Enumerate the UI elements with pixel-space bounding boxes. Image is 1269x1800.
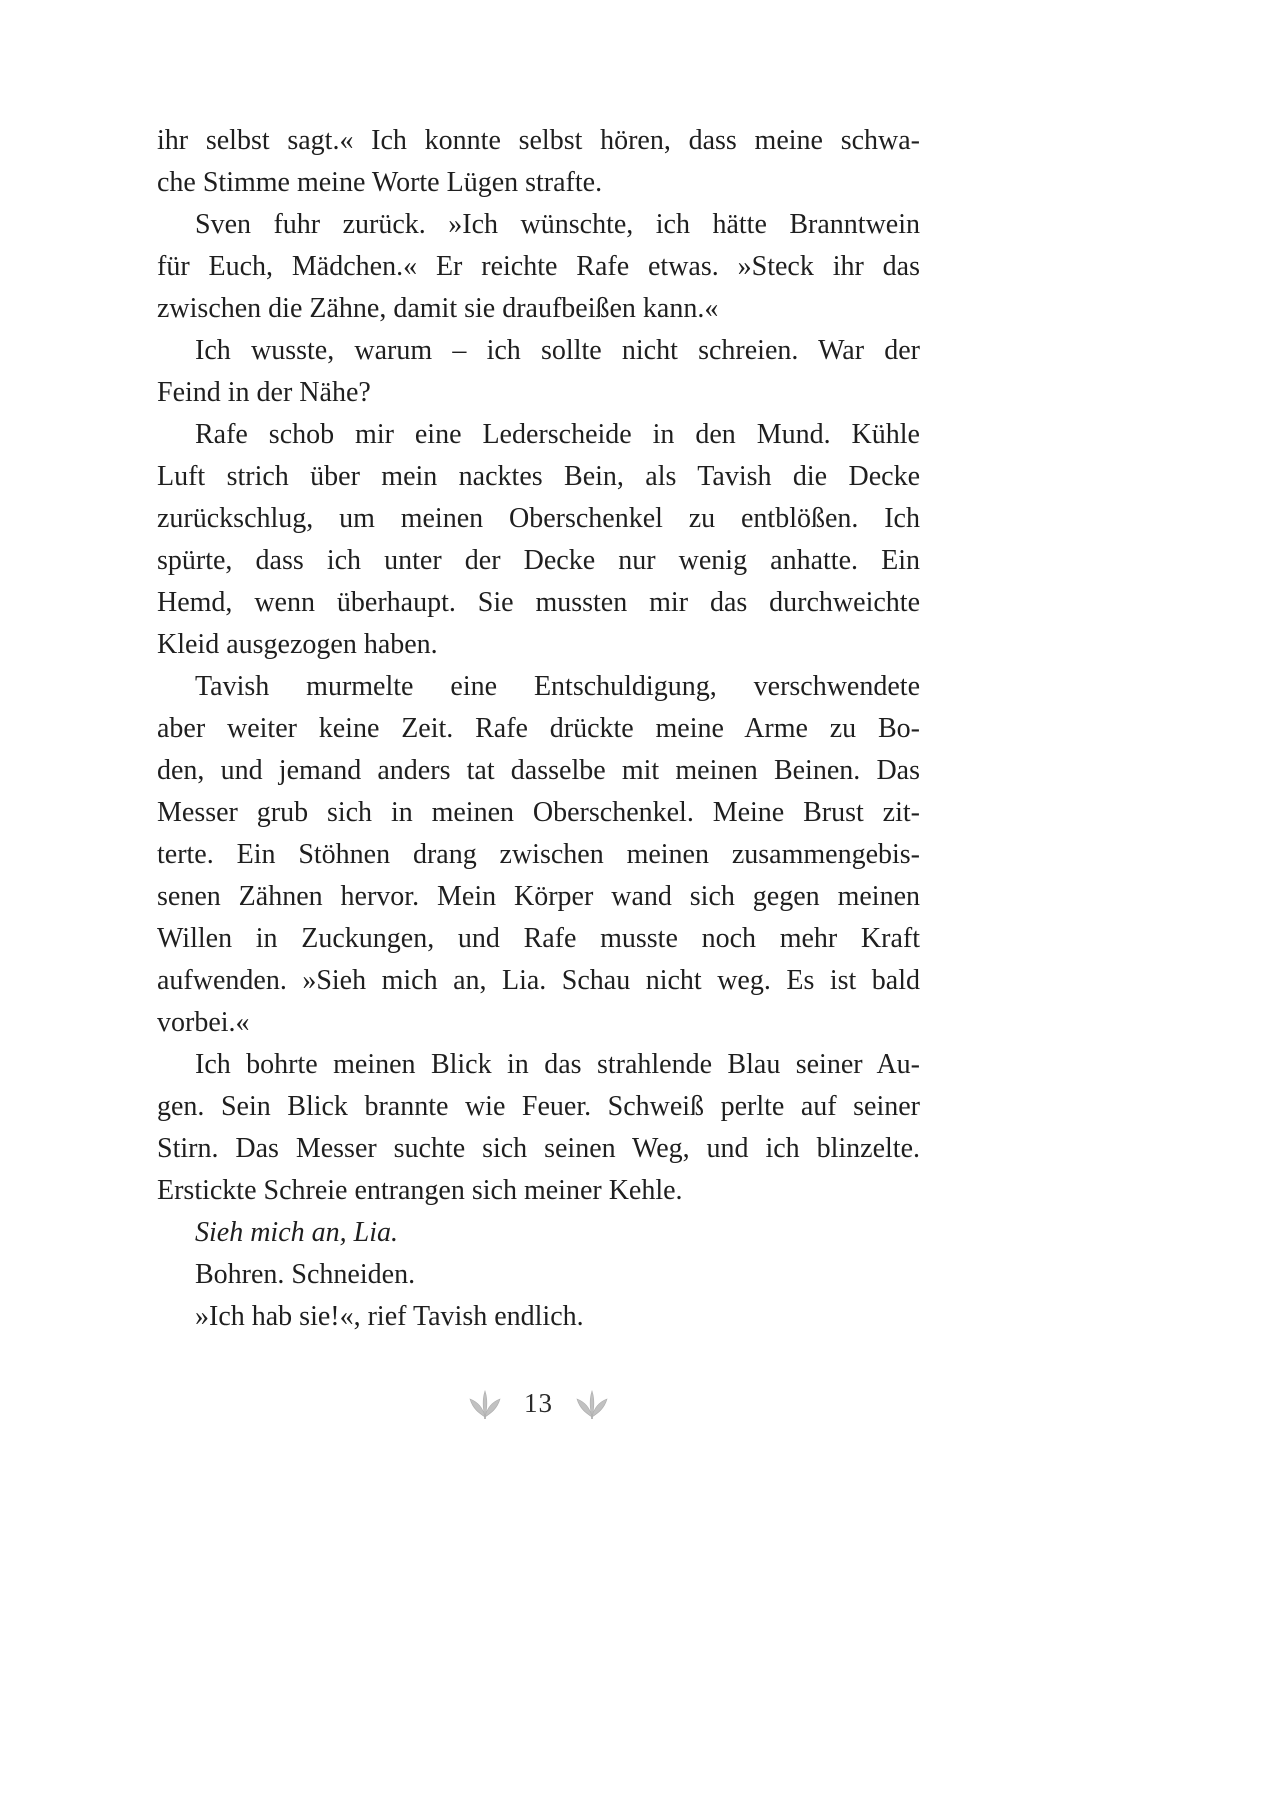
page-number: 13 (524, 1388, 553, 1418)
leaf-ornament-icon (575, 1389, 609, 1419)
text-line: spürte, dass ich unter der Decke nur wenig anhatte. Ein (157, 545, 920, 576)
text-line: Bohren. Schneiden. (195, 1259, 416, 1290)
text-line: Rafe schob mir eine Lederscheide in den Mund. Kühle (195, 419, 920, 450)
text-line: zwischen die Zähne, damit sie draufbeißen kann.« (157, 293, 719, 324)
text-line: Sieh mich an, Lia. (195, 1217, 398, 1248)
text-line: Erstickte Schreie entrangen sich meiner Kehle. (157, 1175, 683, 1206)
text-line: Willen in Zuckungen, und Rafe musste noch mehr Kraft (157, 923, 920, 954)
text-line: Feind in der Nähe? (157, 377, 371, 408)
text-line: Kleid ausgezogen haben. (157, 629, 438, 660)
text-line: aber weiter keine Zeit. Rafe drückte meine Arme zu Bo- (157, 713, 920, 744)
text-line: Luft strich über mein nacktes Bein, als Tavish die Decke (157, 461, 920, 492)
text-line: aufwenden. »Sieh mich an, Lia. Schau nicht weg. Es ist bald (157, 965, 920, 996)
text-line: vorbei.« (157, 1007, 250, 1038)
text-line: che Stimme meine Worte Lügen strafte. (157, 167, 603, 198)
text-line: Messer grub sich in meinen Oberschenkel. Meine Brust zit- (157, 797, 920, 828)
text-line: terte. Ein Stöhnen drang zwischen meinen zusammengebis- (157, 839, 920, 870)
text-line: für Euch, Mädchen.« Er reichte Rafe etwas. »Steck ihr das (157, 251, 920, 282)
text-line: »Ich hab sie!«, rief Tavish endlich. (195, 1301, 584, 1332)
text-line: Hemd, wenn überhaupt. Sie mussten mir das durchweichte (157, 587, 920, 618)
text-line: Tavish murmelte eine Entschuldigung, verschwendete (195, 671, 920, 702)
text-line: zurückschlug, um meinen Oberschenkel zu entblößen. Ich (157, 503, 920, 534)
text-line: gen. Sein Blick brannte wie Feuer. Schweiß perlte auf seiner (157, 1091, 920, 1122)
text-block (157, 120, 920, 1338)
text-line: den, und jemand anders tat dasselbe mit meinen Beinen. Das (157, 755, 920, 786)
leaf-ornament-icon (468, 1389, 502, 1419)
text-line: senen Zähnen hervor. Mein Körper wand sich gegen meinen (157, 881, 920, 912)
page-footer (157, 1388, 920, 1419)
text-line: Ich wusste, warum – ich sollte nicht schreien. War der (195, 335, 920, 366)
text-line: Sven fuhr zurück. »Ich wünschte, ich hätte Branntwein (195, 209, 920, 240)
text-line: Ich bohrte meinen Blick in das strahlende Blau seiner Au- (195, 1049, 920, 1080)
text-line: ihr selbst sagt.« Ich konnte selbst hören, dass meine schwa- (157, 125, 920, 156)
text-line: Stirn. Das Messer suchte sich seinen Weg, und ich blinzelte. (157, 1133, 920, 1164)
